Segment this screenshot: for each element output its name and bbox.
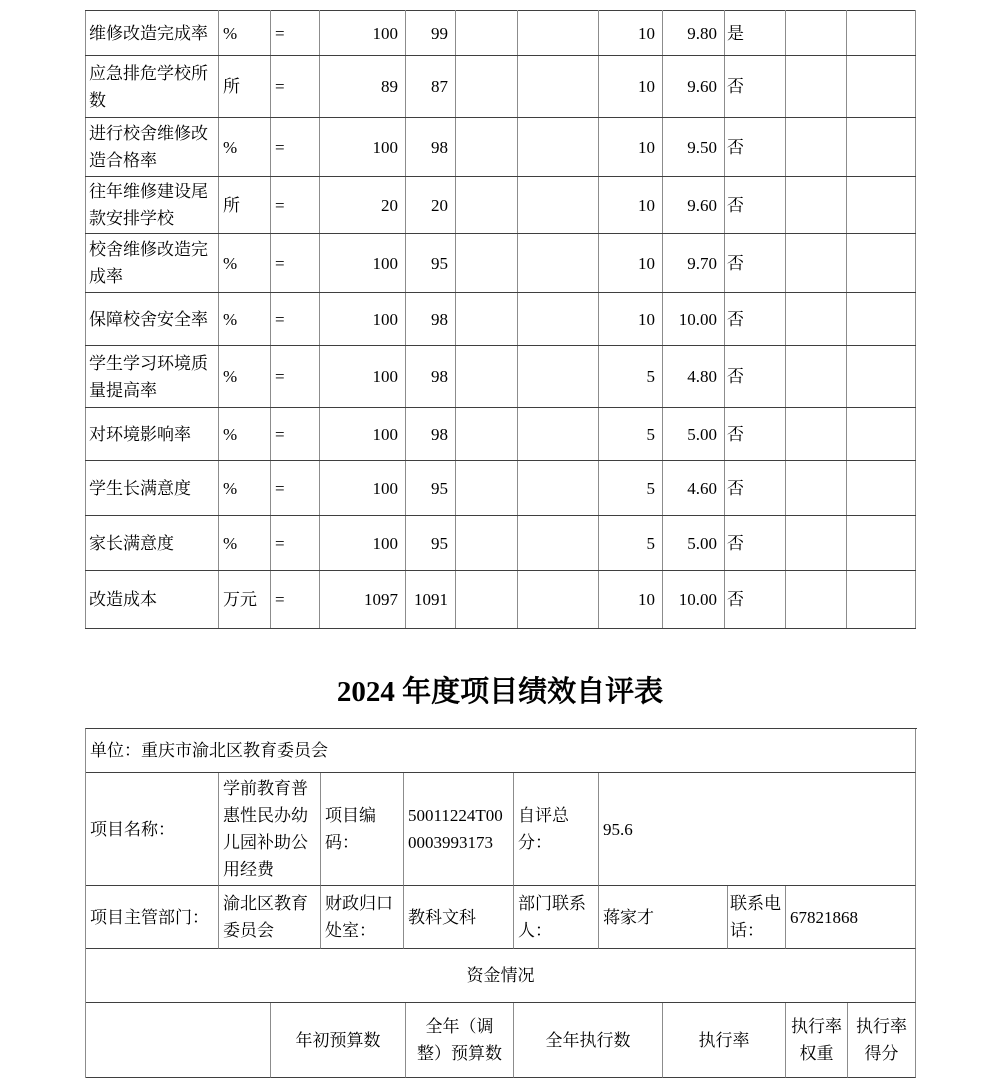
indicator-unit-cell: %	[219, 516, 271, 571]
indicator-row	[86, 516, 916, 571]
indicator-score-cell: 9.80	[663, 11, 725, 56]
indicator-score-cell: 9.60	[663, 177, 725, 234]
contact-value: 蒋家才	[603, 907, 654, 927]
indicator-actual-value-cell: 98	[406, 408, 456, 461]
indicator-row	[86, 177, 916, 234]
indicator-empty-cell	[847, 293, 916, 346]
indicator-deviation-flag-cell: 否	[725, 461, 786, 516]
indicator-name-cell: 学生学习环境质量提高率	[86, 346, 219, 408]
indicator-empty-cell	[518, 293, 599, 346]
indicator-empty-cell	[518, 234, 599, 293]
indicator-row	[86, 408, 916, 461]
indicator-actual-value-cell: 95	[406, 461, 456, 516]
unit-cell	[86, 729, 916, 773]
indicator-target-value-cell: 100	[320, 118, 406, 177]
indicator-actual-value-cell: 20	[406, 177, 456, 234]
indicator-empty-cell	[847, 234, 916, 293]
phone-value-cell	[786, 886, 916, 949]
indicator-weight-cell: 10	[599, 118, 663, 177]
self-score-value-cell	[599, 773, 916, 886]
phone-label: 联系电话：	[730, 894, 781, 940]
indicator-weight-cell: 10	[599, 56, 663, 118]
contact-value-cell	[599, 886, 728, 949]
unit-text: 单位：重庆市渝北区教育委员会	[90, 741, 328, 760]
indicator-deviation-flag-cell: 否	[725, 571, 786, 629]
indicator-row	[86, 56, 916, 118]
project-code-label-cell	[321, 773, 404, 886]
budget-header-execution-rate-label: 执行率	[698, 1030, 750, 1050]
indicator-unit-cell: 万元	[219, 571, 271, 629]
indicator-empty-cell	[456, 571, 518, 629]
indicator-target-value-cell: 100	[320, 293, 406, 346]
budget-header-rate-weight	[786, 1003, 848, 1078]
unit-row	[86, 729, 916, 773]
indicator-score-cell: 9.50	[663, 118, 725, 177]
indicator-target-value-cell: 89	[320, 56, 406, 118]
indicator-name-cell: 对环境影响率	[86, 408, 219, 461]
indicator-operator-cell: =	[271, 118, 320, 177]
project-code-label: 项目编码：	[325, 806, 376, 852]
indicator-operator-cell: =	[271, 234, 320, 293]
indicator-empty-cell	[456, 177, 518, 234]
indicator-actual-value-cell: 87	[406, 56, 456, 118]
department-value: 渝北区教育委员会	[223, 894, 308, 940]
indicator-score-cell: 10.00	[663, 293, 725, 346]
indicator-empty-cell	[456, 516, 518, 571]
contact-label: 部门联系人：	[518, 894, 586, 940]
indicator-operator-cell: =	[271, 11, 320, 56]
budget-header-executed-label: 全年执行数	[545, 1030, 631, 1050]
indicator-empty-cell	[456, 118, 518, 177]
indicator-unit-cell: 所	[219, 177, 271, 234]
indicator-name-cell: 往年维修建设尾款安排学校	[86, 177, 219, 234]
indicator-table	[85, 10, 916, 629]
indicator-empty-cell	[456, 346, 518, 408]
indicator-empty-cell	[786, 118, 847, 177]
indicator-empty-cell	[456, 234, 518, 293]
project-name-label: 项目名称：	[90, 819, 175, 839]
indicator-empty-cell	[518, 408, 599, 461]
budget-header-empty-cell	[86, 1003, 271, 1078]
indicator-weight-cell: 10	[599, 177, 663, 234]
indicator-weight-cell: 5	[599, 516, 663, 571]
budget-header-execution-rate	[663, 1003, 786, 1078]
indicator-target-value-cell: 100	[320, 11, 406, 56]
indicator-row	[86, 571, 916, 629]
indicator-empty-cell	[456, 461, 518, 516]
indicator-empty-cell	[786, 461, 847, 516]
indicator-unit-cell: 所	[219, 56, 271, 118]
indicator-name-cell: 应急排危学校所数	[86, 56, 219, 118]
finance-office-value-cell	[404, 886, 514, 949]
indicator-deviation-flag-cell: 否	[725, 234, 786, 293]
indicator-target-value-cell: 20	[320, 177, 406, 234]
funds-section-title-cell	[86, 949, 916, 1003]
indicator-target-value-cell: 100	[320, 408, 406, 461]
indicator-operator-cell: =	[271, 56, 320, 118]
indicator-weight-cell: 5	[599, 408, 663, 461]
indicator-name-cell: 维修改造完成率	[86, 11, 219, 56]
project-name-value-cell	[219, 773, 321, 886]
indicator-deviation-flag-cell: 否	[725, 118, 786, 177]
indicator-empty-cell	[786, 11, 847, 56]
project-name-row	[86, 773, 916, 886]
indicator-deviation-flag-cell: 否	[725, 408, 786, 461]
indicator-unit-cell: %	[219, 234, 271, 293]
indicator-deviation-flag-cell: 是	[725, 11, 786, 56]
indicator-actual-value-cell: 98	[406, 118, 456, 177]
indicator-empty-cell	[847, 461, 916, 516]
department-value-cell	[219, 886, 321, 949]
self-score-value: 95.6	[603, 819, 633, 839]
indicator-empty-cell	[847, 118, 916, 177]
indicator-deviation-flag-cell: 否	[725, 177, 786, 234]
indicator-unit-cell: %	[219, 11, 271, 56]
indicator-actual-value-cell: 95	[406, 234, 456, 293]
indicator-unit-cell: %	[219, 118, 271, 177]
project-name-label-cell	[86, 773, 219, 886]
indicator-deviation-flag-cell: 否	[725, 346, 786, 408]
indicator-score-cell: 9.60	[663, 56, 725, 118]
indicator-unit-cell: %	[219, 408, 271, 461]
indicator-operator-cell: =	[271, 516, 320, 571]
indicator-weight-cell: 10	[599, 234, 663, 293]
department-label-cell	[86, 886, 219, 949]
indicator-actual-value-cell: 99	[406, 11, 456, 56]
department-label: 项目主管部门：	[90, 907, 209, 927]
indicator-deviation-flag-cell: 否	[725, 516, 786, 571]
indicator-weight-cell: 5	[599, 461, 663, 516]
project-info-table	[85, 728, 917, 1078]
indicator-empty-cell	[518, 11, 599, 56]
indicator-actual-value-cell: 95	[406, 516, 456, 571]
indicator-empty-cell	[847, 56, 916, 118]
indicator-name-cell: 保障校舍安全率	[86, 293, 219, 346]
indicator-operator-cell: =	[271, 346, 320, 408]
indicator-score-cell: 5.00	[663, 516, 725, 571]
indicator-empty-cell	[847, 571, 916, 629]
indicator-score-cell: 9.70	[663, 234, 725, 293]
indicator-empty-cell	[847, 346, 916, 408]
indicator-empty-cell	[847, 516, 916, 571]
indicator-actual-value-cell: 98	[406, 346, 456, 408]
indicator-empty-cell	[518, 56, 599, 118]
indicator-operator-cell: =	[271, 408, 320, 461]
indicator-target-value-cell: 1097	[320, 571, 406, 629]
indicator-unit-cell: %	[219, 346, 271, 408]
indicator-target-value-cell: 100	[320, 461, 406, 516]
department-row	[86, 886, 916, 949]
phone-value: 67821868	[790, 907, 858, 927]
indicator-empty-cell	[847, 177, 916, 234]
indicator-empty-cell	[786, 571, 847, 629]
budget-header-rate-weight-label: 执行率权重	[791, 1017, 842, 1063]
phone-label-cell	[728, 886, 786, 949]
indicator-operator-cell: =	[271, 461, 320, 516]
indicator-deviation-flag-cell: 否	[725, 293, 786, 346]
indicator-unit-cell: %	[219, 461, 271, 516]
indicator-score-cell: 10.00	[663, 571, 725, 629]
page-title: 2024 年度项目绩效自评表	[336, 676, 664, 708]
indicator-row	[86, 293, 916, 346]
indicator-actual-value-cell: 1091	[406, 571, 456, 629]
indicator-empty-cell	[786, 346, 847, 408]
budget-header-rate-score	[848, 1003, 916, 1078]
indicator-unit-cell: %	[219, 293, 271, 346]
indicator-score-cell: 4.60	[663, 461, 725, 516]
indicator-empty-cell	[847, 408, 916, 461]
indicator-empty-cell	[456, 408, 518, 461]
indicator-name-cell: 进行校舍维修改造合格率	[86, 118, 219, 177]
indicator-row	[86, 234, 916, 293]
indicator-empty-cell	[518, 346, 599, 408]
indicator-row	[86, 346, 916, 408]
indicator-empty-cell	[456, 56, 518, 118]
indicator-score-cell: 5.00	[663, 408, 725, 461]
indicator-name-cell: 改造成本	[86, 571, 219, 629]
indicator-empty-cell	[456, 293, 518, 346]
indicator-empty-cell	[518, 177, 599, 234]
indicator-empty-cell	[456, 11, 518, 56]
self-score-label: 自评总分：	[518, 806, 569, 852]
indicator-row	[86, 11, 916, 56]
indicator-row	[86, 118, 916, 177]
indicator-empty-cell	[518, 516, 599, 571]
indicator-empty-cell	[786, 56, 847, 118]
indicator-operator-cell: =	[271, 571, 320, 629]
budget-header-adjusted-label: 全年（调整）预算数	[417, 1017, 502, 1063]
indicator-target-value-cell: 100	[320, 516, 406, 571]
indicator-deviation-flag-cell: 否	[725, 56, 786, 118]
budget-header-row	[86, 1003, 916, 1078]
indicator-empty-cell	[518, 461, 599, 516]
indicator-operator-cell: =	[271, 293, 320, 346]
indicator-empty-cell	[786, 516, 847, 571]
budget-header-adjusted	[406, 1003, 514, 1078]
indicator-actual-value-cell: 98	[406, 293, 456, 346]
budget-header-rate-score-label: 执行率得分	[856, 1017, 907, 1063]
indicator-name-cell: 家长满意度	[86, 516, 219, 571]
project-code-value-cell	[404, 773, 514, 886]
indicator-empty-cell	[786, 177, 847, 234]
self-score-label-cell	[514, 773, 599, 886]
indicator-empty-cell	[786, 293, 847, 346]
budget-header-executed	[514, 1003, 663, 1078]
indicator-target-value-cell: 100	[320, 234, 406, 293]
budget-header-initial	[271, 1003, 406, 1078]
indicator-operator-cell: =	[271, 177, 320, 234]
indicator-empty-cell	[786, 408, 847, 461]
indicator-empty-cell	[786, 234, 847, 293]
funds-section-title: 资金情况	[466, 966, 535, 985]
indicator-weight-cell: 10	[599, 571, 663, 629]
finance-office-label-cell	[321, 886, 404, 949]
indicator-score-cell: 4.80	[663, 346, 725, 408]
indicator-weight-cell: 10	[599, 11, 663, 56]
finance-office-value: 教科文科	[408, 907, 476, 927]
indicator-name-cell: 学生长满意度	[86, 461, 219, 516]
project-code-value: 50011224T000003993173	[408, 806, 503, 852]
finance-office-label: 财政归口处室：	[325, 894, 393, 940]
indicator-name-cell: 校舍维修改造完成率	[86, 234, 219, 293]
indicator-target-value-cell: 100	[320, 346, 406, 408]
indicator-empty-cell	[518, 118, 599, 177]
indicator-weight-cell: 5	[599, 346, 663, 408]
indicator-empty-cell	[847, 11, 916, 56]
indicator-weight-cell: 10	[599, 293, 663, 346]
indicator-empty-cell	[518, 571, 599, 629]
budget-header-initial-label: 年初预算数	[295, 1030, 381, 1050]
project-name-value: 学前教育普惠性民办幼儿园补助公用经费	[223, 779, 308, 879]
contact-label-cell	[514, 886, 599, 949]
indicator-table-body	[86, 11, 916, 629]
funds-section-row	[86, 949, 916, 1003]
indicator-row	[86, 461, 916, 516]
